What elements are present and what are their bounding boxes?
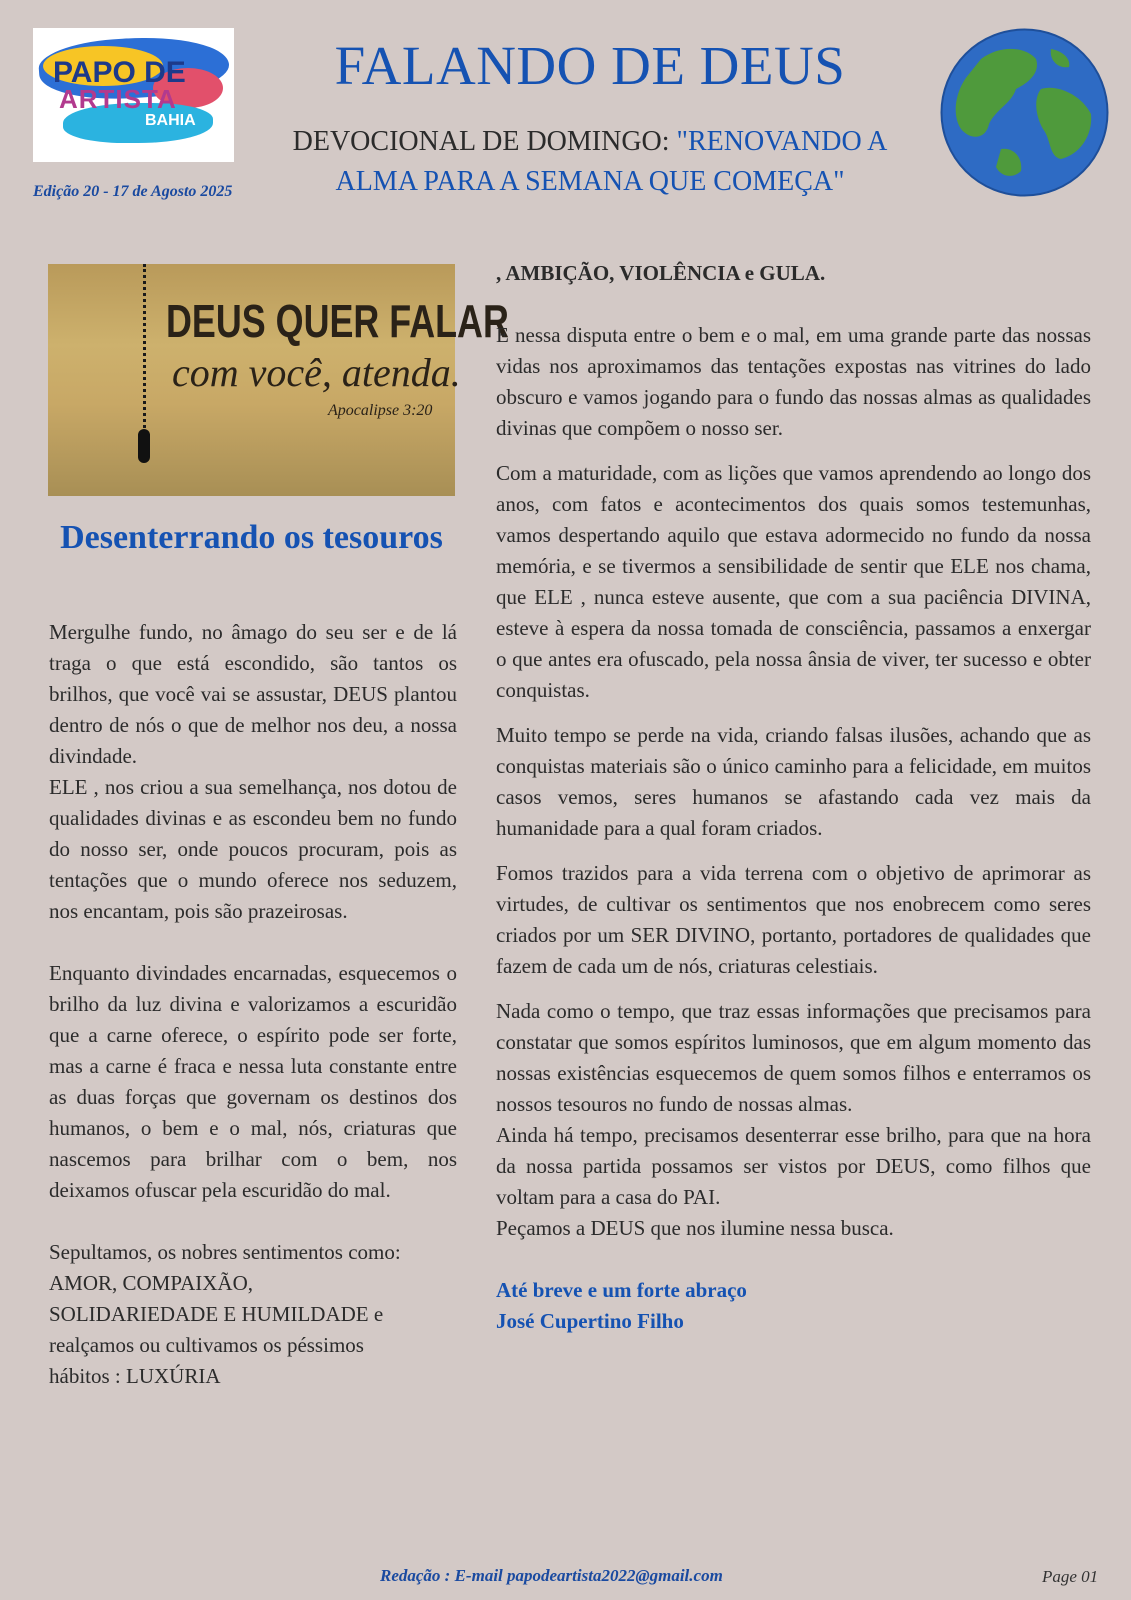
left-paragraph-4-line-4: realçamos ou cultivamos os péssimos <box>49 1333 364 1357</box>
left-paragraph-4-line-5: hábitos : LUXÚRIA <box>49 1364 221 1388</box>
logo-line-1: PAPO DE <box>53 56 186 89</box>
subtitle-lead: DEVOCIONAL DE DOMINGO: <box>292 126 677 157</box>
left-paragraph-2: ELE , nos criou a sua semelhança, nos dotou de qualidades divinas e as escondeu bem no fundo do nosso ser, onde poucos procuram, pois as tentações que o mundo oferece nos seduzem, nos encantam, pois são prazeirosas. <box>49 775 457 923</box>
left-paragraph-1: Mergulhe fundo, no âmago do seu ser e de lá traga o que está escondido, são tantos os brilhos, que você vai se assustar, DEUS plantou dentro de nós o que de melhor nos deu, a nossa divindade. <box>49 620 457 768</box>
image-text-reference: Apocalipse 3:20 <box>328 402 433 419</box>
phone-cord <box>143 264 146 434</box>
right-column-body <box>496 258 1091 1337</box>
right-paragraph-7: Peçamos a DEUS que nos ilumine nessa busca. <box>496 1216 894 1240</box>
right-paragraph-1: E nessa disputa entre o bem e o mal, em uma grande parte das nossas vidas nos aproximamos das tentações expostas nas vitrines do lado obscuro e vamos jogando para o fundo das nossas almas as qualidades divinas que compõem o nosso ser. <box>496 323 1091 440</box>
left-column-body <box>49 617 457 1392</box>
right-paragraph-6: Ainda há tempo, precisamos desenterrar esse brilho, para que na hora da nossa partida possamos ser vistos por DEUS, como filhos que voltam para a casa do PAI. <box>496 1123 1091 1209</box>
right-paragraph-3: Muito tempo se perde na vida, criando falsas ilusões, achando que as conquistas materiais são o único caminho para a felicidade, em muitos casos vemos, seres humanos se afastando cada vez mais da humanidade para a qual foram criados. <box>496 723 1091 840</box>
left-paragraph-4-line-2: AMOR, COMPAIXÃO, <box>49 1271 254 1295</box>
left-paragraph-4-line-1: Sepultamos, os nobres sentimentos como: <box>49 1240 401 1264</box>
page-subtitle <box>280 122 900 202</box>
devotional-image <box>48 264 509 496</box>
left-paragraph-4-line-3: SOLIDARIEDADE E HUMILDADE e <box>49 1302 384 1326</box>
page-number: Page 01 <box>1042 1567 1099 1586</box>
footer-contact: Redação : E-mail papodeartista2022@gmail.com <box>380 1566 723 1585</box>
right-paragraph-2: Com a maturidade, com as lições que vamos aprendendo ao longo dos anos, com fatos e acontecimentos dos quais somos testemunhas, vamos despertando aquilo que estava adormecido no fundo da nossa memória, e se tivermos a sensibilidade de sentir que ELE nos chama, que ELE , nunca esteve ausente, que com a sua paciência DIVINA, esteve à espera da nossa tomada de consciência, passamos a enxergar o que antes era ofuscado, pela nossa ânsia de viver, ter sucesso e obter conquistas. <box>496 461 1091 702</box>
signature-line-1: Até breve e um forte abraço <box>496 1278 747 1302</box>
globe-icon <box>941 29 1108 196</box>
logo-line-2: ARTISTA <box>59 84 177 114</box>
signature-author: José Cupertino Filho <box>496 1309 684 1333</box>
logo-line-3: BAHIA <box>145 112 196 129</box>
edition-label: Edição 20 - 17 de Agosto 2025 <box>33 183 233 200</box>
right-paragraph-5: Nada como o tempo, que traz essas informações que precisamos para constatar que somos espíritos luminosos, que em algum momento das nossas existências esquecemos de quem somos filhos e enterramos os nossos tesouros no fundo de nossas almas. <box>496 999 1091 1116</box>
subtitle-quote: "RENOVANDO A ALMA PARA A SEMANA QUE COMEÇA" <box>335 126 888 197</box>
right-paragraph-0: , AMBIÇÃO, VIOLÊNCIA e GULA. <box>496 261 826 285</box>
right-paragraph-4: Fomos trazidos para a vida terrena com o objetivo de aprimorar as virtudes, de cultivar os sentimentos que nos enobrecem como seres criados por um SER DIVINO, portanto, portadores de qualidades que fazem de cada um de nós, criaturas celestiais. <box>496 861 1091 978</box>
image-text-line-2: com você, atenda. <box>172 350 461 395</box>
image-text-line-1: DEUS QUER FALAR <box>166 295 509 347</box>
brand-logo <box>33 28 234 162</box>
page-title: FALANDO DE DEUS <box>334 35 846 96</box>
phone-handset-icon <box>138 429 150 463</box>
left-paragraph-3: Enquanto divindades encarnadas, esquecemos o brilho da luz divina e valorizamos a escuridão que a carne oferece, o espírito pode ser forte, mas a carne é fraca e nessa luta constante entre as duas forças que governam os destinos dos humanos, o bem e o mal, nós, criaturas que nascemos para brilhar com o bem, nos deixamos ofuscar pela escuridão do mal. <box>49 961 457 1202</box>
section-title: Desenterrando os tesouros <box>60 519 443 556</box>
